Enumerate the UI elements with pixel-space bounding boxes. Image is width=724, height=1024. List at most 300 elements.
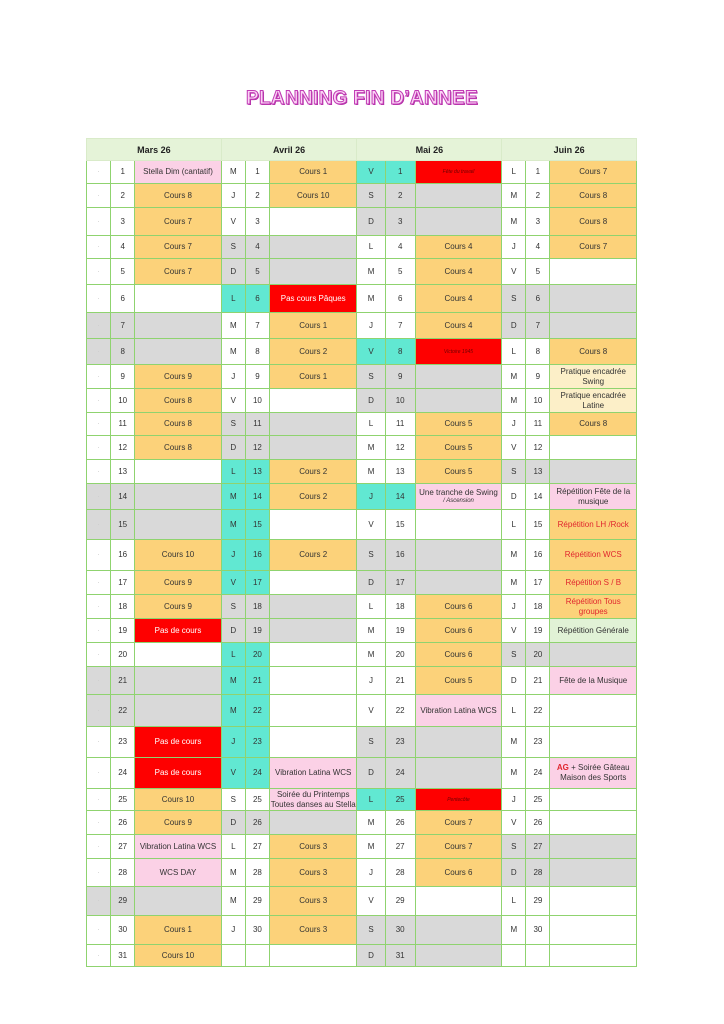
juin-day-number: 7 — [526, 313, 550, 339]
table-row — [87, 436, 637, 460]
mars-day-number: 18 — [111, 595, 135, 619]
mars-event-cell — [135, 667, 221, 695]
mai-weekday: S — [357, 184, 385, 208]
mars-day-number: 25 — [111, 789, 135, 811]
avril-event-cell: Cours 2 — [269, 460, 356, 484]
juin-weekday: S — [502, 460, 526, 484]
mars-day-number: 27 — [111, 835, 135, 859]
avril-weekday: M — [221, 161, 245, 184]
mars-event-cell: Cours 10 — [135, 540, 221, 571]
mai-day-number: 29 — [385, 887, 415, 916]
avril-weekday: L — [221, 643, 245, 667]
juin-event-cell: Répétition S / B — [550, 571, 637, 595]
avril-day-number: 23 — [245, 727, 269, 758]
table-row — [87, 571, 637, 595]
table-row — [87, 184, 637, 208]
mai-day-number: 28 — [385, 859, 415, 887]
juin-weekday: D — [502, 859, 526, 887]
row-marker: · — [87, 161, 111, 184]
juin-event-cell: Répétition Fête de la musique — [550, 484, 637, 510]
mars-event-cell: Cours 8 — [135, 413, 221, 436]
mars-event-cell: Cours 9 — [135, 571, 221, 595]
avril-weekday: V — [221, 571, 245, 595]
mai-weekday: D — [357, 945, 385, 967]
mai-day-number: 10 — [385, 389, 415, 413]
juin-event-cell: Cours 8 — [550, 184, 637, 208]
juin-weekday: S — [502, 643, 526, 667]
table-row — [87, 339, 637, 365]
table-row — [87, 835, 637, 859]
avril-day-number: 1 — [245, 161, 269, 184]
juin-event-cell: Pratique encadrée Latine — [550, 389, 637, 413]
avril-weekday: V — [221, 389, 245, 413]
mai-day-number: 13 — [385, 460, 415, 484]
mars-day-number: 29 — [111, 887, 135, 916]
avril-event-cell: Cours 2 — [269, 540, 356, 571]
mars-day-number: 8 — [111, 339, 135, 365]
avril-day-number: 18 — [245, 595, 269, 619]
juin-event-cell — [550, 758, 637, 789]
juin-event-cell — [550, 259, 637, 285]
juin-weekday: S — [502, 835, 526, 859]
row-marker: · — [87, 695, 111, 727]
mars-event-cell — [135, 695, 221, 727]
avril-day-number: 27 — [245, 835, 269, 859]
table-row — [87, 859, 637, 887]
juin-event-cell — [550, 945, 637, 967]
mai-weekday: V — [357, 510, 385, 540]
juin-event-cell: Cours 8 — [550, 208, 637, 236]
mai-day-number: 23 — [385, 727, 415, 758]
avril-weekday: J — [221, 184, 245, 208]
month-header-mars: Mars 26 — [87, 139, 222, 161]
mars-day-number: 22 — [111, 695, 135, 727]
juin-event-cell — [550, 460, 637, 484]
mai-event-cell: Cours 7 — [415, 811, 501, 835]
mars-event-cell — [135, 887, 221, 916]
mai-event-cell: Cours 5 — [415, 436, 501, 460]
juin-weekday: L — [502, 510, 526, 540]
mai-weekday: M — [357, 643, 385, 667]
juin-event-cell — [550, 859, 637, 887]
juin-day-number: 11 — [526, 413, 550, 436]
month-header-mai: Mai 26 — [357, 139, 502, 161]
mars-event-cell: Cours 10 — [135, 789, 221, 811]
month-header-avril: Avril 26 — [221, 139, 357, 161]
avril-day-number: 19 — [245, 619, 269, 643]
avril-event-cell — [269, 619, 356, 643]
juin-weekday: J — [502, 789, 526, 811]
mai-weekday: M — [357, 811, 385, 835]
avril-day-number: 9 — [245, 365, 269, 389]
avril-weekday: L — [221, 285, 245, 313]
mai-event-cell: Cours 6 — [415, 643, 501, 667]
avril-weekday: D — [221, 259, 245, 285]
mai-weekday: J — [357, 484, 385, 510]
mai-event-cell — [415, 571, 501, 595]
avril-event-cell — [269, 413, 356, 436]
table-row — [87, 916, 637, 945]
mars-day-number: 9 — [111, 365, 135, 389]
mars-event-cell — [135, 285, 221, 313]
avril-weekday: J — [221, 540, 245, 571]
mai-event-cell — [415, 540, 501, 571]
row-marker: · — [87, 571, 111, 595]
table-row — [87, 285, 637, 313]
mai-event-cell — [415, 945, 501, 967]
avril-day-number: 13 — [245, 460, 269, 484]
mai-day-number: 5 — [385, 259, 415, 285]
mars-day-number: 13 — [111, 460, 135, 484]
juin-event-cell — [550, 811, 637, 835]
juin-event-cell — [550, 643, 637, 667]
avril-day-number: 24 — [245, 758, 269, 789]
mars-event-cell: Vibration Latina WCS — [135, 835, 221, 859]
mars-event-cell: Cours 7 — [135, 236, 221, 259]
avril-day-number: 3 — [245, 208, 269, 236]
mai-event-cell: Pentecôte — [415, 789, 501, 811]
mars-event-cell — [135, 339, 221, 365]
juin-weekday: V — [502, 436, 526, 460]
juin-day-number: 6 — [526, 285, 550, 313]
mai-weekday: M — [357, 285, 385, 313]
juin-weekday: L — [502, 161, 526, 184]
mai-event-cell — [415, 484, 501, 510]
table-row — [87, 460, 637, 484]
juin-event-cell: Répétition Générale — [550, 619, 637, 643]
mai-weekday: V — [357, 161, 385, 184]
avril-event-cell — [269, 208, 356, 236]
juin-weekday: L — [502, 339, 526, 365]
mai-event-cell — [415, 727, 501, 758]
juin-event-cell — [550, 285, 637, 313]
table-row — [87, 510, 637, 540]
mai-weekday: L — [357, 413, 385, 436]
juin-weekday: V — [502, 619, 526, 643]
juin-weekday: M — [502, 916, 526, 945]
mai-event-cell: Cours 7 — [415, 835, 501, 859]
avril-day-number: 30 — [245, 916, 269, 945]
juin-event-cell — [550, 695, 637, 727]
mai-event-cell: Vibration Latina WCS — [415, 695, 501, 727]
avril-day-number: 6 — [245, 285, 269, 313]
mars-event-cell: WCS DAY — [135, 859, 221, 887]
avril-weekday: M — [221, 887, 245, 916]
avril-day-number: 4 — [245, 236, 269, 259]
event-note: / Ascension — [443, 498, 474, 504]
avril-weekday: J — [221, 727, 245, 758]
mai-weekday: S — [357, 916, 385, 945]
mars-day-number: 12 — [111, 436, 135, 460]
mai-event-cell: Cours 6 — [415, 859, 501, 887]
mai-day-number: 2 — [385, 184, 415, 208]
mai-event-cell — [415, 389, 501, 413]
juin-day-number: 1 — [526, 161, 550, 184]
mars-day-number: 23 — [111, 727, 135, 758]
avril-day-number: 25 — [245, 789, 269, 811]
avril-weekday: S — [221, 595, 245, 619]
juin-weekday: L — [502, 887, 526, 916]
mars-day-number: 28 — [111, 859, 135, 887]
avril-event-cell: Cours 1 — [269, 365, 356, 389]
avril-event-cell: Cours 2 — [269, 484, 356, 510]
mars-day-number: 17 — [111, 571, 135, 595]
avril-event-cell: Cours 1 — [269, 161, 356, 184]
mai-weekday: L — [357, 789, 385, 811]
avril-weekday: J — [221, 916, 245, 945]
mars-day-number: 4 — [111, 236, 135, 259]
table-row — [87, 695, 637, 727]
avril-event-cell — [269, 436, 356, 460]
row-marker: · — [87, 916, 111, 945]
juin-weekday: J — [502, 236, 526, 259]
row-marker: · — [87, 510, 111, 540]
mai-weekday: D — [357, 571, 385, 595]
mars-event-cell — [135, 643, 221, 667]
juin-event-cell: Répétition Tous groupes — [550, 595, 637, 619]
mai-day-number: 22 — [385, 695, 415, 727]
row-marker: · — [87, 758, 111, 789]
juin-weekday: M — [502, 389, 526, 413]
mai-weekday: M — [357, 835, 385, 859]
mars-event-cell: Stella Dim (cantatif) — [135, 161, 221, 184]
table-row — [87, 727, 637, 758]
avril-event-cell: Cours 3 — [269, 887, 356, 916]
juin-weekday: V — [502, 811, 526, 835]
mai-day-number: 8 — [385, 339, 415, 365]
mai-day-number: 3 — [385, 208, 415, 236]
juin-event-cell — [550, 835, 637, 859]
ag-label: AG — [556, 763, 569, 772]
mai-weekday: J — [357, 667, 385, 695]
avril-event-cell: Soirée du Printemps Toutes danses au Stella — [270, 789, 356, 809]
avril-weekday: L — [221, 460, 245, 484]
avril-day-number: 14 — [245, 484, 269, 510]
mars-event-cell: Cours 9 — [135, 365, 221, 389]
event-text: + Soirée Gâteau Maison des Sports — [560, 763, 630, 782]
avril-day-number: 29 — [245, 887, 269, 916]
mai-event-cell: Cours 4 — [415, 259, 501, 285]
juin-event-cell: Répétition LH /Rock — [550, 510, 637, 540]
table-row — [87, 643, 637, 667]
table-row — [87, 595, 637, 619]
mai-day-number: 19 — [385, 619, 415, 643]
avril-weekday: V — [221, 758, 245, 789]
table-row — [87, 667, 637, 695]
mars-event-cell — [135, 313, 221, 339]
table-row — [87, 389, 637, 413]
mars-day-number: 14 — [111, 484, 135, 510]
mars-day-number: 16 — [111, 540, 135, 571]
mai-weekday: V — [357, 695, 385, 727]
juin-day-number: 16 — [526, 540, 550, 571]
juin-day-number: 21 — [526, 667, 550, 695]
juin-day-number: 24 — [526, 758, 550, 789]
juin-weekday: D — [502, 667, 526, 695]
mai-day-number: 21 — [385, 667, 415, 695]
mars-event-cell: Cours 9 — [135, 811, 221, 835]
mars-day-number: 30 — [111, 916, 135, 945]
juin-day-number: 12 — [526, 436, 550, 460]
mars-day-number: 21 — [111, 667, 135, 695]
juin-day-number: 3 — [526, 208, 550, 236]
juin-day-number: 19 — [526, 619, 550, 643]
planning-body — [87, 161, 637, 967]
row-marker: · — [87, 285, 111, 313]
juin-day-number: 2 — [526, 184, 550, 208]
avril-weekday: M — [221, 339, 245, 365]
avril-event-cell: Cours 2 — [269, 339, 356, 365]
juin-weekday: M — [502, 184, 526, 208]
mai-day-number: 20 — [385, 643, 415, 667]
row-marker: · — [87, 835, 111, 859]
event-text: Une tranche de Swing — [419, 488, 498, 497]
table-row — [87, 313, 637, 339]
juin-event-cell — [550, 313, 637, 339]
avril-event-cell: Cours 3 — [269, 859, 356, 887]
row-marker: · — [87, 365, 111, 389]
avril-weekday: S — [221, 789, 245, 811]
avril-day-number: 22 — [245, 695, 269, 727]
juin-weekday: M — [502, 365, 526, 389]
mai-day-number: 17 — [385, 571, 415, 595]
mars-day-number: 3 — [111, 208, 135, 236]
mai-event-cell — [415, 365, 501, 389]
juin-event-cell: Répétition WCS — [550, 540, 637, 571]
avril-event-cell — [269, 727, 356, 758]
mai-day-number: 30 — [385, 916, 415, 945]
avril-weekday: M — [221, 667, 245, 695]
mai-event-cell — [415, 916, 501, 945]
juin-weekday: M — [502, 758, 526, 789]
avril-weekday: J — [221, 365, 245, 389]
table-row — [87, 887, 637, 916]
planning-table — [86, 138, 637, 967]
avril-day-number: 28 — [245, 859, 269, 887]
juin-weekday: M — [502, 571, 526, 595]
juin-weekday: D — [502, 484, 526, 510]
mai-day-number: 16 — [385, 540, 415, 571]
juin-weekday: J — [502, 413, 526, 436]
juin-event-cell — [550, 789, 637, 811]
avril-weekday: D — [221, 436, 245, 460]
mai-event-cell — [415, 208, 501, 236]
row-marker: · — [87, 413, 111, 436]
juin-weekday: V — [502, 259, 526, 285]
mai-event-cell: Cours 5 — [415, 667, 501, 695]
juin-day-number: 5 — [526, 259, 550, 285]
juin-day-number: 25 — [526, 789, 550, 811]
row-marker: · — [87, 595, 111, 619]
avril-event-cell — [269, 571, 356, 595]
avril-event-cell — [269, 389, 356, 413]
row-marker: · — [87, 460, 111, 484]
mars-day-number: 20 — [111, 643, 135, 667]
mai-weekday: J — [357, 859, 385, 887]
mai-weekday: S — [357, 365, 385, 389]
row-marker: · — [87, 339, 111, 365]
avril-event-cell — [269, 667, 356, 695]
juin-day-number: 26 — [526, 811, 550, 835]
row-marker: · — [87, 540, 111, 571]
avril-event-cell — [269, 510, 356, 540]
table-row — [87, 619, 637, 643]
row-marker: · — [87, 389, 111, 413]
mai-event-cell — [415, 184, 501, 208]
row-marker: · — [87, 727, 111, 758]
avril-weekday: D — [221, 619, 245, 643]
juin-event-cell: Cours 8 — [550, 339, 637, 365]
avril-weekday: V — [221, 208, 245, 236]
juin-event-cell — [550, 436, 637, 460]
avril-day-number: 12 — [245, 436, 269, 460]
mai-weekday: S — [357, 727, 385, 758]
mai-weekday: S — [357, 540, 385, 571]
juin-day-number — [526, 945, 550, 967]
mai-event-cell: Cours 5 — [415, 460, 501, 484]
mai-weekday: M — [357, 619, 385, 643]
juin-day-number: 23 — [526, 727, 550, 758]
mai-day-number: 24 — [385, 758, 415, 789]
juin-day-number: 30 — [526, 916, 550, 945]
row-marker: · — [87, 887, 111, 916]
page-title: PLANNING FIN D’ANNEE — [246, 88, 478, 109]
row-marker: · — [87, 945, 111, 967]
mai-weekday: D — [357, 758, 385, 789]
avril-day-number: 2 — [245, 184, 269, 208]
avril-weekday: L — [221, 835, 245, 859]
mai-weekday: J — [357, 313, 385, 339]
avril-event-cell — [269, 695, 356, 727]
avril-event-cell: Pas cours Pâques — [269, 285, 356, 313]
juin-event-cell: Cours 8 — [550, 413, 637, 436]
avril-day-number: 26 — [245, 811, 269, 835]
mai-day-number: 27 — [385, 835, 415, 859]
mars-event-cell: Cours 8 — [135, 184, 221, 208]
avril-day-number: 11 — [245, 413, 269, 436]
juin-day-number: 27 — [526, 835, 550, 859]
avril-event-cell: Cours 3 — [269, 835, 356, 859]
mars-day-number: 1 — [111, 161, 135, 184]
avril-weekday — [221, 945, 245, 967]
mai-event-cell: Victoire 1945 — [415, 339, 501, 365]
table-row — [87, 945, 637, 967]
juin-day-number: 15 — [526, 510, 550, 540]
mai-event-cell: Cours 6 — [415, 619, 501, 643]
month-header-row — [87, 139, 637, 161]
avril-weekday: M — [221, 313, 245, 339]
avril-event-cell — [269, 945, 356, 967]
mars-day-number: 2 — [111, 184, 135, 208]
avril-day-number: 5 — [245, 259, 269, 285]
mai-day-number: 11 — [385, 413, 415, 436]
mai-weekday: D — [357, 389, 385, 413]
avril-event-cell — [269, 595, 356, 619]
mai-day-number: 25 — [385, 789, 415, 811]
avril-day-number: 16 — [245, 540, 269, 571]
mars-day-number: 31 — [111, 945, 135, 967]
mars-day-number: 11 — [111, 413, 135, 436]
mars-event-cell: Cours 7 — [135, 208, 221, 236]
table-row — [87, 758, 637, 789]
mai-weekday: V — [357, 339, 385, 365]
table-row — [87, 811, 637, 835]
row-marker: · — [87, 811, 111, 835]
mars-event-cell: Cours 1 — [135, 916, 221, 945]
mai-day-number: 7 — [385, 313, 415, 339]
avril-day-number: 15 — [245, 510, 269, 540]
juin-event-cell: Cours 7 — [550, 236, 637, 259]
